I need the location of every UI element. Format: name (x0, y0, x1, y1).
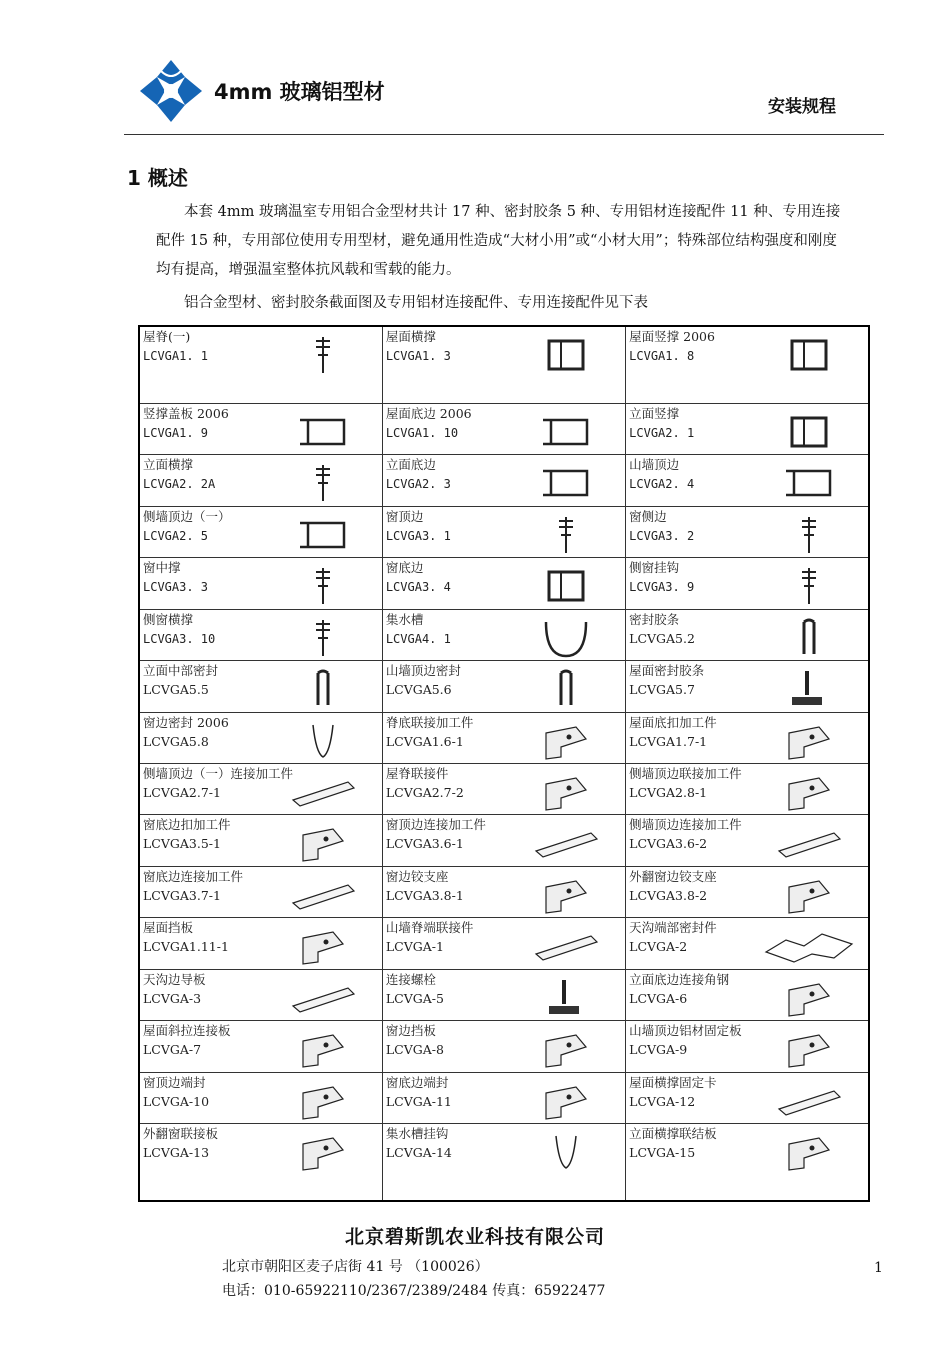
seal-strip-icon (764, 616, 854, 660)
part-name: 窗边铰支座 (385, 868, 449, 884)
table-row (139, 661, 869, 712)
part-code: LCVGA-8 (385, 1042, 444, 1058)
part-code: LCVGA-10 (143, 1093, 210, 1109)
part-name: 密封胶条 (629, 611, 680, 627)
page-header (0, 0, 950, 140)
company-name: 北京碧斯凯农业科技有限公司 (344, 1226, 605, 1248)
part-name: 天沟端部密封件 (629, 920, 717, 936)
part-name: 屋面底扣加工件 (629, 714, 717, 730)
part-code: LCVGA-9 (629, 1042, 688, 1058)
part-name: 侧墙顶边连接加工件 (629, 817, 742, 833)
part-name: 立面底边 (385, 457, 436, 473)
part-code: LCVGA3. 2 (629, 528, 695, 543)
part-cell (382, 969, 625, 1020)
part-cell (626, 609, 869, 660)
part-code: LCVGA-5 (385, 990, 444, 1006)
part-code: LCVGA1. 10 (385, 425, 459, 440)
part-cell (139, 403, 382, 454)
part-cell (382, 558, 625, 609)
part-name: 窗底边端封 (385, 1074, 449, 1090)
part-code: LCVGA2.7-1 (143, 784, 221, 800)
part-name: 立面横撑联结板 (629, 1126, 717, 1142)
part-name: 侧窗横撑 (143, 611, 194, 627)
part-name: 窗底边 (385, 560, 424, 576)
roof-crossbar-profile-icon (521, 333, 611, 377)
parts-table (138, 325, 870, 1202)
wall-bottom-profile-icon (521, 461, 611, 505)
part-code: LCVGA2.8-1 (629, 784, 708, 800)
company-address: 北京市朝阳区麦子店街 41 号 （100026） (222, 1259, 489, 1275)
part-cell (382, 403, 625, 454)
part-name: 山墙顶边铝材固定板 (629, 1023, 742, 1039)
part-cell (139, 1072, 382, 1123)
part-cell (382, 763, 625, 814)
part-code: LCVGA1.6-1 (385, 733, 464, 749)
part-cell (382, 1021, 625, 1072)
part-code: LCVGA1.11-1 (143, 939, 229, 955)
part-cell (382, 1124, 625, 1201)
part-code: LCVGA-14 (385, 1145, 452, 1161)
table-row (139, 403, 869, 454)
part-name: 屋面横撑固定卡 (629, 1074, 717, 1090)
hinge-icon (764, 873, 854, 917)
part-code: LCVGA1. 1 (143, 349, 209, 363)
cover-plate-profile-icon (278, 410, 368, 454)
part-name: 屋面密封胶条 (629, 663, 705, 679)
gable-top-profile-icon (764, 461, 854, 505)
page-number: 1 (874, 1260, 883, 1276)
part-cell (139, 661, 382, 712)
box-tube-icon (278, 873, 368, 917)
part-code: LCVGA4. 1 (385, 631, 451, 646)
part-cell (139, 558, 382, 609)
roof-clip-icon (764, 719, 854, 763)
part-code: LCVGA1.7-1 (629, 733, 708, 749)
part-name: 窗顶边连接加工件 (385, 817, 486, 833)
table-row (139, 1072, 869, 1123)
fixing-plate-icon (764, 1027, 854, 1071)
part-code: LCVGA-1 (385, 939, 444, 955)
part-name: 侧墙顶边（一） (143, 508, 231, 524)
angle-steel-icon (764, 976, 854, 1020)
part-name: 侧墙顶边联接加工件 (629, 765, 742, 781)
part-cell (626, 558, 869, 609)
part-name: 窗顶边 (385, 508, 424, 524)
part-cell (139, 969, 382, 1020)
part-name: 窗底边连接加工件 (143, 868, 244, 884)
part-code: LCVGA3. 4 (385, 580, 451, 595)
table-row (139, 506, 869, 557)
part-cell (139, 1124, 382, 1201)
table-caption: 铝合金型材、密封胶条截面图及专用铝材连接配件、专用连接配件见下表 (184, 295, 648, 311)
table-row (139, 1021, 869, 1072)
part-code: LCVGA2. 3 (385, 477, 451, 492)
part-cell (382, 455, 625, 506)
part-code: LCVGA1. 8 (629, 349, 695, 363)
table-row (139, 815, 869, 866)
part-cell (626, 763, 869, 814)
part-cell (382, 609, 625, 660)
part-cell (382, 918, 625, 969)
part-name: 集水槽挂钩 (385, 1126, 449, 1142)
part-cell (139, 506, 382, 557)
part-name: 屋脊联接件 (385, 765, 449, 781)
part-code: LCVGA-12 (629, 1093, 696, 1109)
part-cell (626, 1072, 869, 1123)
document-type: 安装规程 (768, 97, 836, 117)
window-top-profile-icon (521, 513, 611, 557)
long-bar-icon (521, 821, 611, 865)
bolt-icon (521, 976, 611, 1020)
part-cell (139, 455, 382, 506)
part-name: 连接螺栓 (385, 971, 436, 987)
part-name: 屋面竖撑 2006 (629, 329, 715, 344)
part-cell (139, 712, 382, 763)
part-code: LCVGA-3 (143, 990, 202, 1006)
part-cell (626, 918, 869, 969)
side-window-crossbar-profile-icon (278, 616, 368, 660)
part-cell (626, 661, 869, 712)
part-name: 窗边挡板 (385, 1023, 436, 1039)
table-row (139, 609, 869, 660)
part-cell (382, 815, 625, 866)
part-cell (139, 609, 382, 660)
part-cell (382, 326, 625, 403)
part-name: 屋面底边 2006 (385, 405, 472, 421)
part-name: 屋面斜拉连接板 (143, 1023, 231, 1039)
table-row (139, 455, 869, 506)
part-code: LCVGA-2 (629, 939, 688, 955)
part-code: LCVGA3.8-2 (629, 887, 708, 903)
table-row (139, 1124, 869, 1201)
part-code: LCVGA5.6 (385, 682, 452, 698)
baffle-icon (278, 924, 368, 968)
window-middle-profile-icon (278, 564, 368, 608)
part-name: 集水槽 (385, 611, 424, 627)
part-name: 山墙顶边 (629, 457, 680, 473)
roof-bottom-profile-icon (521, 410, 611, 454)
part-name: 侧墙顶边（一）连接加工件 (143, 765, 294, 781)
ridge-profile-icon (278, 333, 368, 377)
flat-bar-icon (278, 770, 368, 814)
roof-seal-icon (764, 667, 854, 711)
part-name: 立面竖撑 (629, 405, 680, 421)
part-cell (626, 326, 869, 403)
part-code: LCVGA3.8-1 (385, 887, 464, 903)
table-row (139, 866, 869, 917)
part-name: 外翻窗联接板 (143, 1126, 219, 1142)
clamp-icon (764, 1079, 854, 1123)
part-code: LCVGA-6 (629, 990, 688, 1006)
roof-vertical-profile-icon (764, 333, 854, 377)
part-cell (382, 506, 625, 557)
header-divider (124, 134, 884, 135)
part-cell (382, 712, 625, 763)
part-code: LCVGA3. 10 (143, 631, 216, 646)
brand-title: 4mm 玻璃铝型材 (214, 80, 385, 104)
part-code: LCVGA3.5-1 (143, 836, 221, 852)
part-code: LCVGA5.2 (629, 630, 695, 646)
part-name: 侧窗挂钩 (629, 560, 680, 576)
part-cell (626, 1124, 869, 1201)
part-cell (139, 1021, 382, 1072)
part-name: 屋面横撑 (385, 329, 436, 344)
part-code: LCVGA5.5 (143, 682, 209, 698)
wall-crossbar-profile-icon (278, 461, 368, 505)
part-code: LCVGA-15 (629, 1145, 696, 1161)
part-code: LCVGA2. 5 (143, 528, 209, 543)
zigzag-seal-icon (764, 924, 854, 968)
part-cell (382, 866, 625, 917)
part-name: 山墙脊端联接件 (385, 920, 474, 936)
part-name: 山墙顶边密封 (385, 663, 461, 679)
ridge-connector-icon (521, 719, 611, 763)
part-code: LCVGA-7 (143, 1042, 202, 1058)
part-code: LCVGA-11 (385, 1093, 452, 1109)
part-code: LCVGA2.7-2 (385, 784, 464, 800)
part-name: 窗侧边 (629, 508, 667, 524)
table-row (139, 712, 869, 763)
part-code: LCVGA3. 1 (385, 528, 451, 543)
ridge-plate-icon (521, 770, 611, 814)
table-row (139, 969, 869, 1020)
window-side-profile-icon (764, 513, 854, 557)
part-code: LCVGA5.7 (629, 682, 695, 698)
part-name: 窗顶边端封 (143, 1074, 206, 1090)
part-name: 天沟边导板 (143, 971, 206, 987)
hook-icon (521, 1130, 611, 1174)
table-row (139, 326, 869, 403)
part-name: 屋面挡板 (143, 920, 194, 936)
part-name: 窗边密封 2006 (143, 714, 229, 730)
wall-vertical-profile-icon (764, 410, 854, 454)
end-cap-icon (278, 1079, 368, 1123)
part-cell (139, 815, 382, 866)
part-cell (139, 763, 382, 814)
part-name: 屋脊(一) (143, 329, 191, 344)
gutter-profile-icon (521, 616, 611, 660)
table-row (139, 763, 869, 814)
part-name: 脊底联接加工件 (385, 714, 474, 730)
part-cell (626, 1021, 869, 1072)
part-code: LCVGA1. 9 (143, 425, 209, 440)
table-row (139, 918, 869, 969)
end-cap-icon (521, 1079, 611, 1123)
part-cell (626, 455, 869, 506)
part-code: LCVGA3. 9 (629, 580, 695, 595)
part-code: LCVGA5.8 (143, 733, 209, 749)
z-plate-icon (521, 1027, 611, 1071)
flat-strip-icon (764, 821, 854, 865)
angle-bar-icon (521, 924, 611, 968)
side-window-hook-profile-icon (764, 564, 854, 608)
bent-plate-icon (278, 1027, 368, 1071)
part-name: 窗中撑 (143, 560, 181, 576)
company-logo-icon (138, 58, 204, 124)
part-cell (139, 918, 382, 969)
window-clip-icon (278, 821, 368, 865)
part-cell (139, 866, 382, 917)
part-name: 立面中部密封 (143, 663, 219, 679)
section-title: 1 概述 (127, 166, 188, 190)
part-name: 外翻窗边铰支座 (629, 868, 717, 884)
part-cell (382, 1072, 625, 1123)
guide-plate-icon (278, 976, 368, 1020)
link-plate-icon (278, 1130, 368, 1174)
part-code: LCVGA1. 3 (385, 349, 451, 363)
intro-paragraph: 本套 4mm 玻璃温室专用铝合金型材共计 17 种、密封胶条 5 种、专用铝材连接配件 11 种、专用连接配件 15 种，专用部位使用专用型材，避免通用性造成“大材小用”或“小材大用”；特殊部位结构强度和刚度均有提高，增强温室整体抗风载和雪载的能力。 (156, 204, 841, 278)
hinge-icon (521, 873, 611, 917)
part-name: 立面横撑 (143, 457, 194, 473)
part-code: LCVGA2. 1 (629, 425, 695, 440)
part-name: 竖撑盖板 2006 (143, 405, 229, 421)
part-code: LCVGA3.7-1 (143, 887, 221, 903)
side-wall-top-profile-icon (278, 513, 368, 557)
part-code: LCVGA2. 2A (143, 477, 216, 492)
part-cell (626, 866, 869, 917)
square-plate-icon (764, 770, 854, 814)
window-bottom-profile-icon (521, 564, 611, 608)
part-cell (626, 403, 869, 454)
part-name: 窗底边扣加工件 (143, 817, 231, 833)
part-code: LCVGA3.6-2 (629, 836, 708, 852)
table-row (139, 558, 869, 609)
part-cell (626, 506, 869, 557)
part-code: LCVGA3.6-1 (385, 836, 464, 852)
part-cell (626, 712, 869, 763)
part-cell (382, 661, 625, 712)
window-seal-icon (278, 719, 368, 763)
part-cell (626, 815, 869, 866)
part-name: 立面底边连接角钢 (629, 971, 730, 987)
part-cell (139, 326, 382, 403)
part-code: LCVGA3. 3 (143, 580, 209, 595)
gable-seal-icon (521, 667, 611, 711)
middle-seal-icon (278, 667, 368, 711)
part-code: LCVGA2. 4 (629, 477, 695, 492)
part-code: LCVGA-13 (143, 1145, 210, 1161)
company-contact: 电话：010-65922110/2367/2389/2484 传真：65922477 (222, 1283, 606, 1299)
part-cell (626, 969, 869, 1020)
l-bracket-icon (764, 1130, 854, 1174)
